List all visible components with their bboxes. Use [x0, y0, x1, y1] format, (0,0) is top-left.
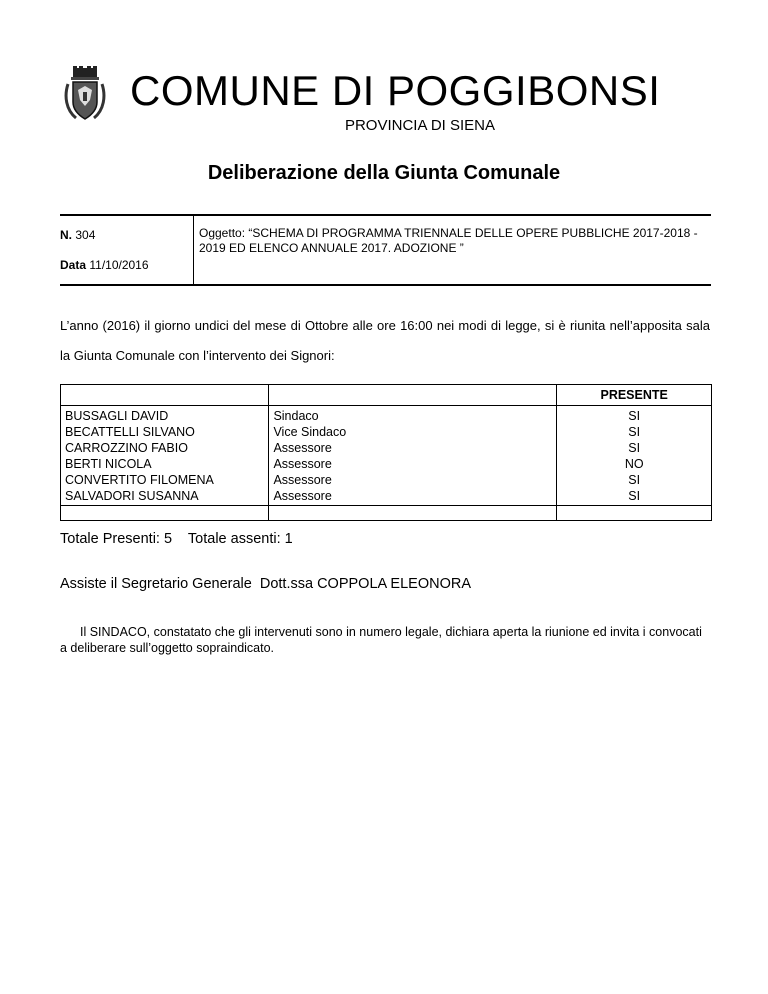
- footer-empty-cell: [61, 506, 269, 521]
- roles-column: [269, 406, 557, 506]
- meta-box-bottom-rule: [60, 284, 711, 286]
- members-body-row: [61, 406, 712, 506]
- header-empty-cell: [61, 385, 269, 406]
- member-role: Assessore: [273, 441, 332, 455]
- names-column: [61, 406, 269, 506]
- province-subtitle: PROVINCIA DI SIENA: [344, 117, 496, 134]
- member-role: Sindaco: [273, 409, 319, 423]
- presence-column: [557, 406, 712, 506]
- member-name: CARROZZINO FABIO: [65, 441, 188, 455]
- secretary-line: Assiste il Segretario Generale Dott.ssa COPPOLA ELEONORA: [60, 576, 471, 592]
- meta-box-divider: [193, 215, 194, 285]
- deliberation-title: Deliberazione della Giunta Comunale: [207, 162, 561, 184]
- presence-header: PRESENTE: [557, 385, 712, 406]
- member-presence: SI: [628, 409, 641, 423]
- header-empty-cell: [269, 385, 557, 406]
- municipal-coat-of-arms-icon: [64, 66, 106, 122]
- member-name: BERTI NICOLA: [65, 457, 152, 471]
- footer-empty-cell: [557, 506, 712, 521]
- member-name: CONVERTITO FILOMENA: [65, 473, 214, 487]
- member-presence: NO: [624, 457, 644, 471]
- member-presence: SI: [628, 473, 641, 487]
- member-role: Vice Sindaco: [273, 425, 347, 439]
- members-header-row: [61, 385, 712, 406]
- closing-paragraph: Il SINDACO, constatato che gli intervenuti sono in numero legale, dichiara aperta la riunione ed invita i convocati a deliberare sull’oggetto sopraindicato.: [60, 625, 702, 655]
- total-absent: Totale assenti: 1: [187, 531, 293, 547]
- members-footer-row: [61, 506, 712, 521]
- member-presence: SI: [628, 441, 641, 455]
- member-presence: SI: [628, 489, 641, 503]
- deliberation-date: [60, 258, 149, 273]
- attendance-totals: [60, 531, 293, 547]
- document-header: [0, 60, 768, 140]
- footer-empty-cell: [269, 506, 557, 521]
- member-role: Assessore: [273, 489, 332, 503]
- date-value: 11/10/2016: [89, 258, 149, 272]
- deliberation-number: [60, 228, 95, 243]
- members-table: [60, 384, 712, 521]
- intro-paragraph: L’anno (2016) il giorno undici del mese di Ottobre alle ore 16:00 nei modi di legge, si è riunita nell’apposita sala la Giunta Comunale con l’intervento dei Signori:: [60, 318, 710, 363]
- member-role: Assessore: [273, 473, 332, 487]
- deliberation-subject: Oggetto: “SCHEMA DI PROGRAMMA TRIENNALE DELLE OPERE PUBBLICHE 2017-2018 - 2019 ED ELENCO ANNUALE 2017. ADOZIONE ”: [199, 226, 698, 255]
- member-role: Assessore: [273, 457, 332, 471]
- municipality-title: COMUNE DI POGGIBONSI: [130, 67, 661, 114]
- total-present: Totale Presenti: 5: [60, 531, 173, 547]
- meta-box-top-rule: [60, 214, 711, 216]
- member-name: BUSSAGLI DAVID: [65, 409, 169, 423]
- number-value: 304: [75, 228, 96, 242]
- date-label: Data: [60, 258, 87, 272]
- number-label: N.: [60, 228, 72, 242]
- member-name: SALVADORI SUSANNA: [65, 489, 199, 503]
- member-name: BECATTELLI SILVANO: [65, 425, 195, 439]
- member-presence: SI: [628, 425, 641, 439]
